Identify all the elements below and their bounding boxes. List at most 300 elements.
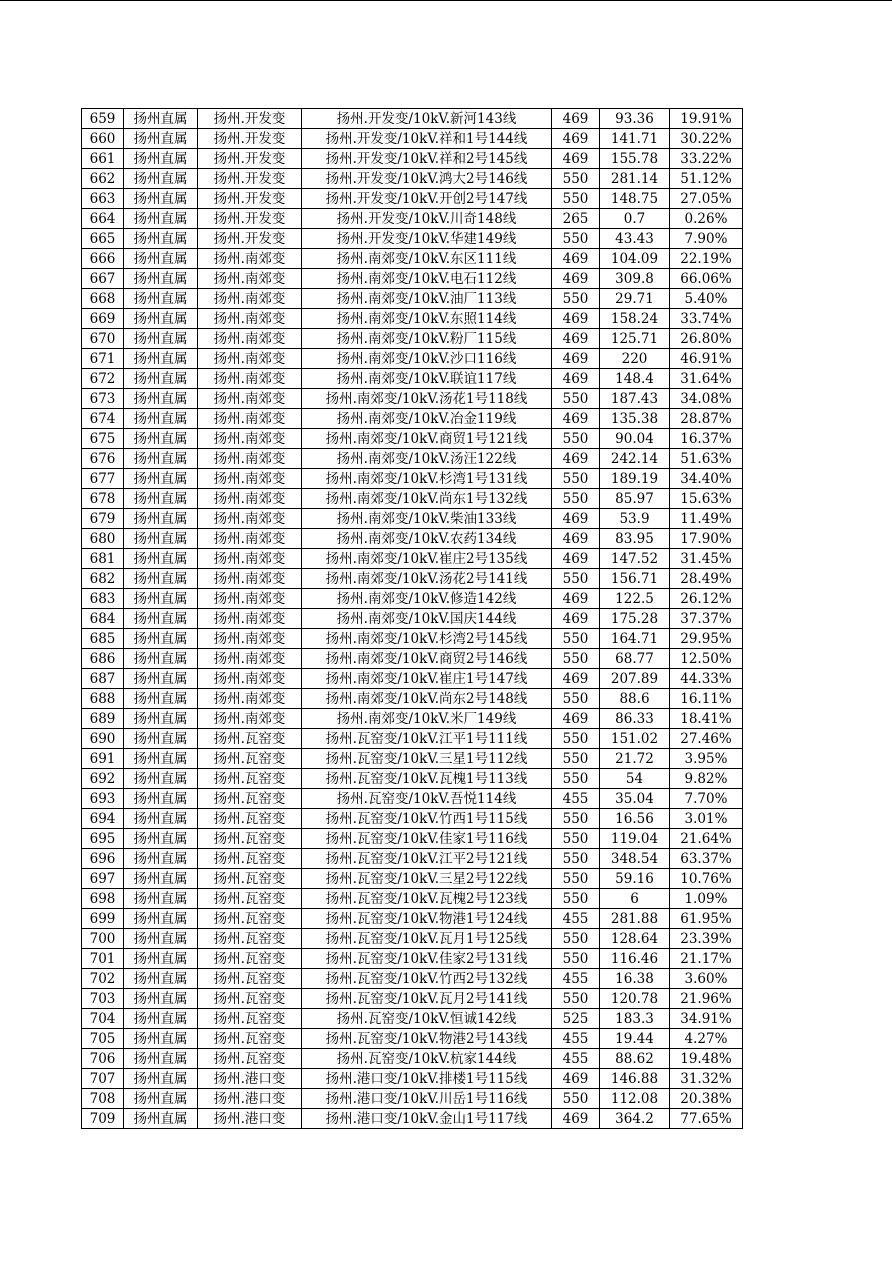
table-row [82,129,743,149]
substation-cell: 扬州.南郊变 [198,529,302,549]
current-value-cell: 112.08 [600,1089,670,1109]
line-name-cell: 扬州.南郊变/10kV.东照114线 [302,309,552,329]
load-rate-cell: 19.48% [670,1049,743,1069]
rated-current-cell: 550 [552,809,600,829]
substation-cell: 扬州.瓦窑变 [198,829,302,849]
load-rate-cell: 21.64% [670,829,743,849]
line-name-cell: 扬州.南郊变/10kV.柴油133线 [302,509,552,529]
current-value-cell: 183.3 [600,1009,670,1029]
line-name-cell: 扬州.瓦窑变/10kV.竹西2号132线 [302,969,552,989]
row-number-cell: 672 [82,369,124,389]
rated-current-cell: 469 [552,249,600,269]
table-row [82,589,743,609]
load-rate-cell: 12.50% [670,649,743,669]
load-rate-cell: 77.65% [670,1109,743,1129]
load-rate-cell: 11.49% [670,509,743,529]
rated-current-cell: 469 [552,509,600,529]
row-number-cell: 689 [82,709,124,729]
rated-current-cell: 550 [552,629,600,649]
table-row [82,289,743,309]
substation-cell: 扬州.南郊变 [198,309,302,329]
line-name-cell: 扬州.南郊变/10kV.联谊117线 [302,369,552,389]
row-number-cell: 679 [82,509,124,529]
line-name-cell: 扬州.南郊变/10kV.油厂113线 [302,289,552,309]
substation-cell: 扬州.南郊变 [198,369,302,389]
line-name-cell: 扬州.瓦窑变/10kV.三星2号122线 [302,869,552,889]
unit-cell: 扬州直属 [124,629,198,649]
line-name-cell: 扬州.开发变/10kV.华建149线 [302,229,552,249]
row-number-cell: 675 [82,429,124,449]
rated-current-cell: 469 [552,129,600,149]
load-rate-cell: 16.11% [670,689,743,709]
load-rate-cell: 5.40% [670,289,743,309]
current-value-cell: 16.56 [600,809,670,829]
substation-cell: 扬州.南郊变 [198,649,302,669]
unit-cell: 扬州直属 [124,789,198,809]
table-body [82,109,743,1129]
line-name-cell: 扬州.港口变/10kV.金山1号117线 [302,1109,552,1129]
current-value-cell: 88.6 [600,689,670,709]
table-row [82,609,743,629]
line-name-cell: 扬州.开发变/10kV.开创2号147线 [302,189,552,209]
substation-cell: 扬州.瓦窑变 [198,969,302,989]
table-row [82,989,743,1009]
substation-cell: 扬州.南郊变 [198,409,302,429]
substation-cell: 扬州.开发变 [198,129,302,149]
load-rate-cell: 10.76% [670,869,743,889]
table-row [82,889,743,909]
rated-current-cell: 550 [552,929,600,949]
rated-current-cell: 469 [552,369,600,389]
current-value-cell: 43.43 [600,229,670,249]
load-rate-cell: 15.63% [670,489,743,509]
row-number-cell: 682 [82,569,124,589]
rated-current-cell: 550 [552,169,600,189]
table-row [82,309,743,329]
unit-cell: 扬州直属 [124,429,198,449]
table-row [82,509,743,529]
row-number-cell: 680 [82,529,124,549]
table-row [82,669,743,689]
current-value-cell: 86.33 [600,709,670,729]
page-top-rule [0,0,892,1]
current-value-cell: 156.71 [600,569,670,589]
line-name-cell: 扬州.南郊变/10kV.崔庄2号135线 [302,549,552,569]
load-rate-cell: 34.40% [670,469,743,489]
current-value-cell: 68.77 [600,649,670,669]
current-value-cell: 141.71 [600,129,670,149]
line-name-cell: 扬州.开发变/10kV.祥和1号144线 [302,129,552,149]
line-name-cell: 扬州.瓦窑变/10kV.江平2号121线 [302,849,552,869]
line-name-cell: 扬州.南郊变/10kV.粉厂115线 [302,329,552,349]
current-value-cell: 53.9 [600,509,670,529]
table-row [82,849,743,869]
load-rate-cell: 9.82% [670,769,743,789]
row-number-cell: 677 [82,469,124,489]
unit-cell: 扬州直属 [124,689,198,709]
line-name-cell: 扬州.瓦窑变/10kV.瓦月2号141线 [302,989,552,1009]
unit-cell: 扬州直属 [124,889,198,909]
load-rate-cell: 4.27% [670,1029,743,1049]
table-row [82,449,743,469]
row-number-cell: 696 [82,849,124,869]
unit-cell: 扬州直属 [124,949,198,969]
unit-cell: 扬州直属 [124,329,198,349]
current-value-cell: 83.95 [600,529,670,549]
current-value-cell: 93.36 [600,109,670,129]
current-value-cell: 35.04 [600,789,670,809]
load-rate-cell: 63.37% [670,849,743,869]
load-rate-cell: 31.45% [670,549,743,569]
table-row [82,229,743,249]
unit-cell: 扬州直属 [124,289,198,309]
rated-current-cell: 550 [552,689,600,709]
rated-current-cell: 469 [552,149,600,169]
load-rate-cell: 31.32% [670,1069,743,1089]
substation-cell: 扬州.开发变 [198,109,302,129]
substation-cell: 扬州.瓦窑变 [198,789,302,809]
table-row [82,189,743,209]
table-row [82,649,743,669]
current-value-cell: 147.52 [600,549,670,569]
line-name-cell: 扬州.瓦窑变/10kV.物港1号124线 [302,909,552,929]
current-value-cell: 85.97 [600,489,670,509]
substation-cell: 扬州.瓦窑变 [198,1049,302,1069]
rated-current-cell: 469 [552,329,600,349]
row-number-cell: 660 [82,129,124,149]
current-value-cell: 242.14 [600,449,670,469]
row-number-cell: 663 [82,189,124,209]
current-value-cell: 120.78 [600,989,670,1009]
row-number-cell: 664 [82,209,124,229]
table-row [82,1109,743,1129]
substation-cell: 扬州.开发变 [198,189,302,209]
table-row [82,329,743,349]
line-name-cell: 扬州.瓦窑变/10kV.竹西1号115线 [302,809,552,829]
row-number-cell: 671 [82,349,124,369]
current-value-cell: 128.64 [600,929,670,949]
rated-current-cell: 550 [552,769,600,789]
rated-current-cell: 550 [552,949,600,969]
substation-cell: 扬州.瓦窑变 [198,869,302,889]
unit-cell: 扬州直属 [124,1109,198,1129]
current-value-cell: 348.54 [600,849,670,869]
row-number-cell: 707 [82,1069,124,1089]
substation-cell: 扬州.开发变 [198,169,302,189]
line-name-cell: 扬州.南郊变/10kV.尚东2号148线 [302,689,552,709]
unit-cell: 扬州直属 [124,989,198,1009]
row-number-cell: 673 [82,389,124,409]
substation-cell: 扬州.南郊变 [198,609,302,629]
substation-cell: 扬州.港口变 [198,1089,302,1109]
load-rate-cell: 19.91% [670,109,743,129]
table-row [82,769,743,789]
rated-current-cell: 455 [552,909,600,929]
table-row [82,109,743,129]
rated-current-cell: 550 [552,289,600,309]
row-number-cell: 695 [82,829,124,849]
line-name-cell: 扬州.瓦窑变/10kV.三星1号112线 [302,749,552,769]
load-rate-cell: 33.22% [670,149,743,169]
rated-current-cell: 469 [552,1069,600,1089]
unit-cell: 扬州直属 [124,349,198,369]
unit-cell: 扬州直属 [124,509,198,529]
rated-current-cell: 469 [552,449,600,469]
table-row [82,1009,743,1029]
row-number-cell: 706 [82,1049,124,1069]
substation-cell: 扬州.南郊变 [198,669,302,689]
line-name-cell: 扬州.开发变/10kV.祥和2号145线 [302,149,552,169]
current-value-cell: 6 [600,889,670,909]
current-value-cell: 0.7 [600,209,670,229]
table-row [82,689,743,709]
table-row [82,429,743,449]
rated-current-cell: 550 [552,1089,600,1109]
rated-current-cell: 550 [552,869,600,889]
current-value-cell: 21.72 [600,749,670,769]
row-number-cell: 688 [82,689,124,709]
unit-cell: 扬州直属 [124,829,198,849]
current-value-cell: 59.16 [600,869,670,889]
current-value-cell: 281.88 [600,909,670,929]
substation-cell: 扬州.瓦窑变 [198,929,302,949]
row-number-cell: 662 [82,169,124,189]
row-number-cell: 685 [82,629,124,649]
current-value-cell: 187.43 [600,389,670,409]
substation-cell: 扬州.瓦窑变 [198,949,302,969]
row-number-cell: 683 [82,589,124,609]
load-rate-cell: 66.06% [670,269,743,289]
line-name-cell: 扬州.南郊变/10kV.修造142线 [302,589,552,609]
substation-cell: 扬州.南郊变 [198,489,302,509]
line-name-cell: 扬州.南郊变/10kV.汤花2号141线 [302,569,552,589]
table-row [82,969,743,989]
load-rate-cell: 22.19% [670,249,743,269]
substation-cell: 扬州.南郊变 [198,449,302,469]
load-rate-cell: 3.60% [670,969,743,989]
line-name-cell: 扬州.南郊变/10kV.杉湾1号131线 [302,469,552,489]
table-row [82,529,743,549]
load-rate-cell: 0.26% [670,209,743,229]
substation-cell: 扬州.开发变 [198,209,302,229]
row-number-cell: 684 [82,609,124,629]
rated-current-cell: 455 [552,969,600,989]
load-rate-cell: 34.91% [670,1009,743,1029]
substation-cell: 扬州.瓦窑变 [198,889,302,909]
current-value-cell: 148.75 [600,189,670,209]
table-row [82,349,743,369]
load-rate-cell: 29.95% [670,629,743,649]
row-number-cell: 674 [82,409,124,429]
rated-current-cell: 469 [552,529,600,549]
substation-cell: 扬州.南郊变 [198,249,302,269]
table-row [82,249,743,269]
current-value-cell: 54 [600,769,670,789]
current-value-cell: 135.38 [600,409,670,429]
rated-current-cell: 550 [552,729,600,749]
rated-current-cell: 455 [552,789,600,809]
rated-current-cell: 550 [552,649,600,669]
rated-current-cell: 469 [552,409,600,429]
line-name-cell: 扬州.瓦窑变/10kV.瓦月1号125线 [302,929,552,949]
line-name-cell: 扬州.南郊变/10kV.农药134线 [302,529,552,549]
line-name-cell: 扬州.瓦窑变/10kV.佳家2号131线 [302,949,552,969]
current-value-cell: 119.04 [600,829,670,849]
substation-cell: 扬州.南郊变 [198,269,302,289]
rated-current-cell: 550 [552,389,600,409]
row-number-cell: 659 [82,109,124,129]
substation-cell: 扬州.南郊变 [198,469,302,489]
load-rate-cell: 46.91% [670,349,743,369]
row-number-cell: 667 [82,269,124,289]
row-number-cell: 698 [82,889,124,909]
rated-current-cell: 469 [552,349,600,369]
rated-current-cell: 525 [552,1009,600,1029]
substation-cell: 扬州.南郊变 [198,569,302,589]
table-row [82,949,743,969]
row-number-cell: 692 [82,769,124,789]
rated-current-cell: 550 [552,429,600,449]
load-rate-cell: 51.63% [670,449,743,469]
rated-current-cell: 550 [552,889,600,909]
rated-current-cell: 469 [552,709,600,729]
load-rate-cell: 17.90% [670,529,743,549]
table-row [82,369,743,389]
rated-current-cell: 550 [552,849,600,869]
line-name-cell: 扬州.南郊变/10kV.崔庄1号147线 [302,669,552,689]
row-number-cell: 704 [82,1009,124,1029]
load-rate-cell: 31.64% [670,369,743,389]
load-rate-cell: 21.17% [670,949,743,969]
rated-current-cell: 550 [552,469,600,489]
unit-cell: 扬州直属 [124,969,198,989]
current-value-cell: 90.04 [600,429,670,449]
table-row [82,929,743,949]
substation-cell: 扬州.南郊变 [198,629,302,649]
rated-current-cell: 469 [552,609,600,629]
load-rate-cell: 23.39% [670,929,743,949]
unit-cell: 扬州直属 [124,569,198,589]
unit-cell: 扬州直属 [124,369,198,389]
row-number-cell: 694 [82,809,124,829]
substation-cell: 扬州.瓦窑变 [198,809,302,829]
rated-current-cell: 550 [552,569,600,589]
line-name-cell: 扬州.南郊变/10kV.冶金119线 [302,409,552,429]
rated-current-cell: 550 [552,749,600,769]
row-number-cell: 693 [82,789,124,809]
unit-cell: 扬州直属 [124,469,198,489]
row-number-cell: 701 [82,949,124,969]
row-number-cell: 708 [82,1089,124,1109]
load-rate-cell: 30.22% [670,129,743,149]
table-row [82,1069,743,1089]
row-number-cell: 705 [82,1029,124,1049]
row-number-cell: 691 [82,749,124,769]
rated-current-cell: 469 [552,1109,600,1129]
substation-cell: 扬州.瓦窑变 [198,769,302,789]
current-value-cell: 281.14 [600,169,670,189]
unit-cell: 扬州直属 [124,309,198,329]
substation-cell: 扬州.开发变 [198,229,302,249]
substation-cell: 扬州.南郊变 [198,689,302,709]
row-number-cell: 699 [82,909,124,929]
line-name-cell: 扬州.南郊变/10kV.国庆144线 [302,609,552,629]
load-rate-cell: 28.87% [670,409,743,429]
table-row [82,869,743,889]
row-number-cell: 686 [82,649,124,669]
unit-cell: 扬州直属 [124,449,198,469]
row-number-cell: 687 [82,669,124,689]
rated-current-cell: 550 [552,989,600,1009]
rated-current-cell: 469 [552,269,600,289]
line-name-cell: 扬州.瓦窑变/10kV.杭家144线 [302,1049,552,1069]
unit-cell: 扬州直属 [124,129,198,149]
load-rate-cell: 21.96% [670,989,743,1009]
substation-cell: 扬州.南郊变 [198,389,302,409]
current-value-cell: 29.71 [600,289,670,309]
unit-cell: 扬州直属 [124,669,198,689]
current-value-cell: 88.62 [600,1049,670,1069]
unit-cell: 扬州直属 [124,109,198,129]
row-number-cell: 665 [82,229,124,249]
load-rate-cell: 26.12% [670,589,743,609]
row-number-cell: 669 [82,309,124,329]
substation-cell: 扬州.港口变 [198,1069,302,1089]
table-row [82,149,743,169]
row-number-cell: 697 [82,869,124,889]
unit-cell: 扬州直属 [124,249,198,269]
line-name-cell: 扬州.南郊变/10kV.汤花1号118线 [302,389,552,409]
load-rate-cell: 3.95% [670,749,743,769]
table-row [82,409,743,429]
line-name-cell: 扬州.瓦窑变/10kV.瓦槐1号113线 [302,769,552,789]
line-name-cell: 扬州.瓦窑变/10kV.瓦槐2号123线 [302,889,552,909]
substation-cell: 扬州.瓦窑变 [198,729,302,749]
rated-current-cell: 469 [552,589,600,609]
substation-cell: 扬州.南郊变 [198,349,302,369]
load-rate-cell: 7.90% [670,229,743,249]
current-value-cell: 155.78 [600,149,670,169]
current-value-cell: 207.89 [600,669,670,689]
current-value-cell: 189.19 [600,469,670,489]
rated-current-cell: 469 [552,669,600,689]
unit-cell: 扬州直属 [124,229,198,249]
unit-cell: 扬州直属 [124,909,198,929]
substation-cell: 扬州.瓦窑变 [198,749,302,769]
line-name-cell: 扬州.港口变/10kV.排楼1号115线 [302,1069,552,1089]
unit-cell: 扬州直属 [124,709,198,729]
substation-cell: 扬州.南郊变 [198,709,302,729]
unit-cell: 扬州直属 [124,589,198,609]
unit-cell: 扬州直属 [124,929,198,949]
current-value-cell: 309.8 [600,269,670,289]
current-value-cell: 16.38 [600,969,670,989]
line-name-cell: 扬州.南郊变/10kV.电石112线 [302,269,552,289]
row-number-cell: 690 [82,729,124,749]
current-value-cell: 116.46 [600,949,670,969]
row-number-cell: 676 [82,449,124,469]
line-name-cell: 扬州.瓦窑变/10kV.恒诚142线 [302,1009,552,1029]
unit-cell: 扬州直属 [124,729,198,749]
row-number-cell: 709 [82,1109,124,1129]
load-rate-cell: 20.38% [670,1089,743,1109]
line-name-cell: 扬州.开发变/10kV.鸿大2号146线 [302,169,552,189]
substation-cell: 扬州.瓦窑变 [198,989,302,1009]
line-name-cell: 扬州.瓦窑变/10kV.物港2号143线 [302,1029,552,1049]
current-value-cell: 148.4 [600,369,670,389]
row-number-cell: 666 [82,249,124,269]
line-name-cell: 扬州.南郊变/10kV.米厂149线 [302,709,552,729]
